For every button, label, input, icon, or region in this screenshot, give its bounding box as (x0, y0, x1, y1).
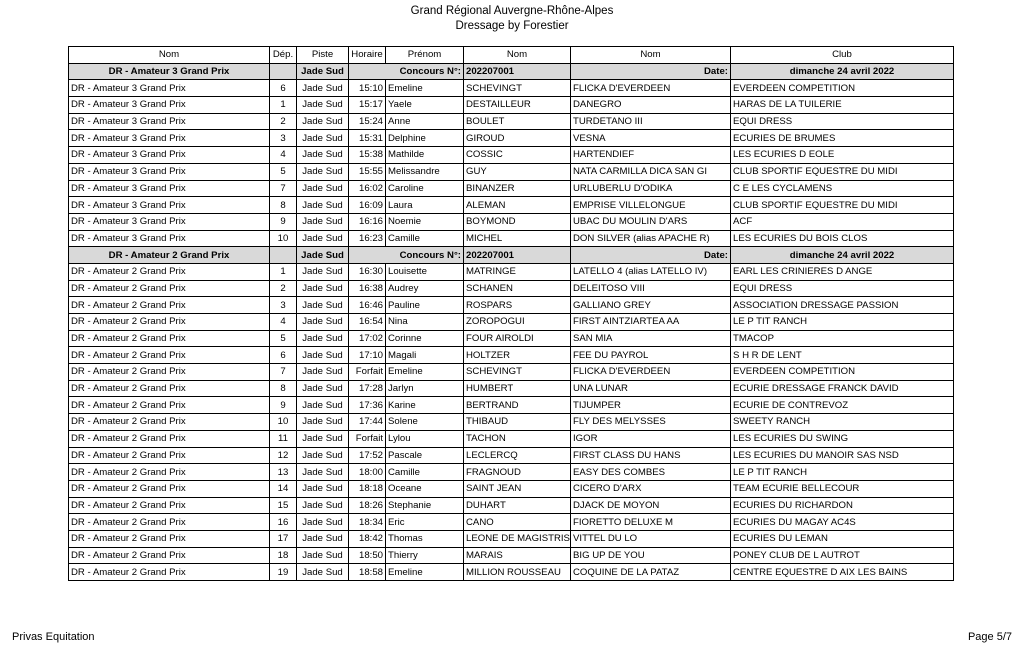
cell-nom-cheval: BIG UP DE YOU (571, 547, 731, 564)
title-line-2: Dressage by Forestier (455, 20, 569, 32)
cell-prenom: Emeline (386, 80, 464, 97)
cell-dep: 9 (270, 213, 297, 230)
cell-prenom: Delphine (386, 130, 464, 147)
cell-prenom: Solene (386, 414, 464, 431)
cell-dep: 17 (270, 530, 297, 547)
table-row (69, 213, 954, 230)
cell-prenom: Thierry (386, 547, 464, 564)
cell-piste: Jade Sud (297, 364, 349, 381)
cell-club: ECURIE DRESSAGE FRANCK DAVID (731, 380, 954, 397)
cell-dep: 1 (270, 97, 297, 114)
cell-epreuve: DR - Amateur 2 Grand Prix (69, 430, 270, 447)
table-row (69, 380, 954, 397)
cell-nom-cheval: DON SILVER (alias APACHE R) (571, 230, 731, 247)
cell-nom-cavalier: BERTRAND (464, 397, 571, 414)
cell-nom-cavalier: COSSIC (464, 147, 571, 164)
table-row (69, 364, 954, 381)
cell-nom-cheval: HARTENDIEF (571, 147, 731, 164)
cell-dep: 4 (270, 147, 297, 164)
table-row (69, 314, 954, 331)
section-empty (270, 247, 297, 264)
cell-prenom: Thomas (386, 530, 464, 547)
cell-club: C E LES CYCLAMENS (731, 180, 954, 197)
cell-nom-cavalier: TACHON (464, 430, 571, 447)
cell-prenom: Yaele (386, 97, 464, 114)
cell-prenom: Corinne (386, 330, 464, 347)
table-row (69, 163, 954, 180)
section-header-row (69, 63, 954, 80)
cell-prenom: Caroline (386, 180, 464, 197)
cell-horaire: Forfait (349, 364, 386, 381)
cell-piste: Jade Sud (297, 380, 349, 397)
section-piste: Jade Sud (297, 247, 349, 264)
cell-epreuve: DR - Amateur 2 Grand Prix (69, 330, 270, 347)
cell-nom-cavalier: MARAIS (464, 547, 571, 564)
table-row (69, 547, 954, 564)
section-concours-number: 202207001 (464, 247, 571, 264)
cell-prenom: Noemie (386, 213, 464, 230)
cell-prenom: Oceane (386, 480, 464, 497)
cell-epreuve: DR - Amateur 3 Grand Prix (69, 113, 270, 130)
section-concours-label: Concours N°: (349, 247, 464, 264)
cell-piste: Jade Sud (297, 547, 349, 564)
table-row (69, 97, 954, 114)
cell-prenom: Lylou (386, 430, 464, 447)
cell-dep: 6 (270, 80, 297, 97)
cell-dep: 3 (270, 130, 297, 147)
cell-nom-cavalier: SCHEVINGT (464, 364, 571, 381)
table-row (69, 464, 954, 481)
cell-piste: Jade Sud (297, 530, 349, 547)
cell-piste: Jade Sud (297, 447, 349, 464)
table-row (69, 147, 954, 164)
table-row (69, 180, 954, 197)
cell-nom-cheval: TIJUMPER (571, 397, 731, 414)
cell-nom-cavalier: BOULET (464, 113, 571, 130)
cell-horaire: 18:00 (349, 464, 386, 481)
cell-nom-cheval: IGOR (571, 430, 731, 447)
cell-horaire: 16:54 (349, 314, 386, 331)
cell-epreuve: DR - Amateur 2 Grand Prix (69, 530, 270, 547)
table-row (69, 347, 954, 364)
cell-nom-cavalier: HUMBERT (464, 380, 571, 397)
cell-nom-cheval: UNA LUNAR (571, 380, 731, 397)
cell-nom-cheval: URLUBERLU D'ODIKA (571, 180, 731, 197)
table-row (69, 330, 954, 347)
cell-club: CENTRE EQUESTRE D AIX LES BAINS (731, 564, 954, 581)
cell-dep: 2 (270, 280, 297, 297)
cell-epreuve: DR - Amateur 2 Grand Prix (69, 263, 270, 280)
cell-club: EQUI DRESS (731, 280, 954, 297)
table-row (69, 530, 954, 547)
cell-club: LE P TIT RANCH (731, 314, 954, 331)
table-row (69, 263, 954, 280)
cell-epreuve: DR - Amateur 2 Grand Prix (69, 564, 270, 581)
cell-horaire: 16:09 (349, 197, 386, 214)
cell-horaire: 16:38 (349, 280, 386, 297)
table-row (69, 197, 954, 214)
cell-horaire: 17:52 (349, 447, 386, 464)
cell-club: ECURIES DU MAGAY AC4S (731, 514, 954, 531)
section-epreuve: DR - Amateur 2 Grand Prix (69, 247, 270, 264)
table-row (69, 414, 954, 431)
cell-dep: 7 (270, 180, 297, 197)
cell-nom-cavalier: MICHEL (464, 230, 571, 247)
cell-piste: Jade Sud (297, 464, 349, 481)
cell-piste: Jade Sud (297, 230, 349, 247)
cell-epreuve: DR - Amateur 2 Grand Prix (69, 397, 270, 414)
table-row (69, 514, 954, 531)
cell-dep: 14 (270, 480, 297, 497)
cell-club: SWEETY RANCH (731, 414, 954, 431)
cell-nom-cheval: EMPRISE VILLELONGUE (571, 197, 731, 214)
cell-club: S H R DE LENT (731, 347, 954, 364)
cell-prenom: Emeline (386, 364, 464, 381)
cell-piste: Jade Sud (297, 397, 349, 414)
cell-epreuve: DR - Amateur 2 Grand Prix (69, 464, 270, 481)
cell-club: ACF (731, 213, 954, 230)
cell-epreuve: DR - Amateur 2 Grand Prix (69, 514, 270, 531)
cell-club: TEAM ECURIE BELLECOUR (731, 480, 954, 497)
cell-horaire: 17:10 (349, 347, 386, 364)
cell-epreuve: DR - Amateur 2 Grand Prix (69, 497, 270, 514)
section-empty (270, 63, 297, 80)
cell-club: LES ECURIES DU MANOIR SAS NSD (731, 447, 954, 464)
cell-nom-cheval: DJACK DE MOYON (571, 497, 731, 514)
cell-prenom: Pauline (386, 297, 464, 314)
cell-nom-cavalier: DUHART (464, 497, 571, 514)
cell-epreuve: DR - Amateur 2 Grand Prix (69, 280, 270, 297)
cell-epreuve: DR - Amateur 2 Grand Prix (69, 414, 270, 431)
cell-nom-cavalier: DESTAILLEUR (464, 97, 571, 114)
cell-dep: 4 (270, 314, 297, 331)
cell-horaire: 17:02 (349, 330, 386, 347)
cell-nom-cheval: FIORETTO DELUXE M (571, 514, 731, 531)
cell-nom-cheval: SAN MIA (571, 330, 731, 347)
cell-horaire: 18:50 (349, 547, 386, 564)
cell-epreuve: DR - Amateur 3 Grand Prix (69, 147, 270, 164)
cell-dep: 1 (270, 263, 297, 280)
table-row (69, 397, 954, 414)
cell-epreuve: DR - Amateur 3 Grand Prix (69, 97, 270, 114)
cell-piste: Jade Sud (297, 280, 349, 297)
cell-club: CLUB SPORTIF EQUESTRE DU MIDI (731, 163, 954, 180)
col-header-epreuve: Nom (69, 47, 270, 64)
cell-club: EARL LES CRINIERES D ANGE (731, 263, 954, 280)
cell-nom-cavalier: LECLERCQ (464, 447, 571, 464)
cell-nom-cavalier: SCHEVINGT (464, 80, 571, 97)
cell-prenom: Camille (386, 230, 464, 247)
cell-piste: Jade Sud (297, 213, 349, 230)
cell-piste: Jade Sud (297, 80, 349, 97)
cell-epreuve: DR - Amateur 3 Grand Prix (69, 197, 270, 214)
cell-club: ASSOCIATION DRESSAGE PASSION (731, 297, 954, 314)
cell-nom-cheval: VESNA (571, 130, 731, 147)
cell-horaire: Forfait (349, 430, 386, 447)
cell-horaire: 15:17 (349, 97, 386, 114)
cell-prenom: Eric (386, 514, 464, 531)
cell-prenom: Pascale (386, 447, 464, 464)
document-title (0, 4, 1024, 34)
cell-dep: 10 (270, 230, 297, 247)
cell-horaire: 15:24 (349, 113, 386, 130)
section-date-label: Date: (571, 247, 731, 264)
table-row (69, 280, 954, 297)
cell-prenom: Mathilde (386, 147, 464, 164)
table-row (69, 297, 954, 314)
cell-nom-cheval: DELEITOSO VIII (571, 280, 731, 297)
cell-epreuve: DR - Amateur 2 Grand Prix (69, 347, 270, 364)
footer-organizer: Privas Equitation (12, 631, 95, 643)
cell-piste: Jade Sud (297, 113, 349, 130)
cell-prenom: Magali (386, 347, 464, 364)
cell-prenom: Audrey (386, 280, 464, 297)
cell-prenom: Emeline (386, 564, 464, 581)
cell-nom-cheval: NATA CARMILLA DICA SAN GI (571, 163, 731, 180)
cell-horaire: 16:46 (349, 297, 386, 314)
cell-horaire: 17:28 (349, 380, 386, 397)
cell-piste: Jade Sud (297, 514, 349, 531)
cell-horaire: 17:36 (349, 397, 386, 414)
cell-nom-cavalier: ROSPARS (464, 297, 571, 314)
cell-horaire: 16:02 (349, 180, 386, 197)
cell-dep: 15 (270, 497, 297, 514)
cell-nom-cheval: GALLIANO GREY (571, 297, 731, 314)
table-row (69, 447, 954, 464)
cell-dep: 3 (270, 297, 297, 314)
cell-piste: Jade Sud (297, 147, 349, 164)
cell-piste: Jade Sud (297, 564, 349, 581)
cell-nom-cheval: FLY DES MELYSSES (571, 414, 731, 431)
cell-piste: Jade Sud (297, 97, 349, 114)
cell-nom-cavalier: BOYMOND (464, 213, 571, 230)
cell-club: EVERDEEN COMPETITION (731, 80, 954, 97)
cell-nom-cavalier: SCHANEN (464, 280, 571, 297)
cell-dep: 16 (270, 514, 297, 531)
cell-club: CLUB SPORTIF EQUESTRE DU MIDI (731, 197, 954, 214)
cell-epreuve: DR - Amateur 2 Grand Prix (69, 447, 270, 464)
cell-dep: 12 (270, 447, 297, 464)
table-row (69, 130, 954, 147)
cell-horaire: 15:10 (349, 80, 386, 97)
col-header-prenom: Prénom (386, 47, 464, 64)
cell-nom-cheval: FIRST AINTZIARTEA AA (571, 314, 731, 331)
section-piste: Jade Sud (297, 63, 349, 80)
col-header-horaire: Horaire (349, 47, 386, 64)
cell-nom-cavalier: ALEMAN (464, 197, 571, 214)
cell-epreuve: DR - Amateur 3 Grand Prix (69, 230, 270, 247)
table-row (69, 80, 954, 97)
cell-epreuve: DR - Amateur 2 Grand Prix (69, 480, 270, 497)
cell-nom-cavalier: SAINT JEAN (464, 480, 571, 497)
cell-nom-cavalier: FRAGNOUD (464, 464, 571, 481)
cell-nom-cavalier: MILLION ROUSSEAU (464, 564, 571, 581)
cell-club: PONEY CLUB DE L AUTROT (731, 547, 954, 564)
cell-horaire: 15:38 (349, 147, 386, 164)
cell-club: ECURIES DE BRUMES (731, 130, 954, 147)
cell-epreuve: DR - Amateur 2 Grand Prix (69, 297, 270, 314)
footer-page-number: Page 5/7 (967, 631, 1012, 643)
cell-club: ECURIES DU RICHARDON (731, 497, 954, 514)
cell-nom-cheval: LATELLO 4 (alias LATELLO IV) (571, 263, 731, 280)
section-date: dimanche 24 avril 2022 (731, 63, 954, 80)
cell-prenom: Nina (386, 314, 464, 331)
cell-epreuve: DR - Amateur 2 Grand Prix (69, 380, 270, 397)
cell-dep: 9 (270, 397, 297, 414)
cell-piste: Jade Sud (297, 497, 349, 514)
cell-nom-cavalier: HOLTZER (464, 347, 571, 364)
cell-dep: 2 (270, 113, 297, 130)
cell-nom-cavalier: BINANZER (464, 180, 571, 197)
cell-club: LE P TIT RANCH (731, 464, 954, 481)
cell-dep: 5 (270, 163, 297, 180)
cell-club: EQUI DRESS (731, 113, 954, 130)
section-concours-number: 202207001 (464, 63, 571, 80)
cell-dep: 5 (270, 330, 297, 347)
cell-piste: Jade Sud (297, 347, 349, 364)
table-row (69, 113, 954, 130)
cell-prenom: Laura (386, 197, 464, 214)
cell-dep: 8 (270, 197, 297, 214)
cell-piste: Jade Sud (297, 480, 349, 497)
cell-club: HARAS DE LA TUILERIE (731, 97, 954, 114)
cell-horaire: 18:34 (349, 514, 386, 531)
cell-prenom: Karine (386, 397, 464, 414)
cell-epreuve: DR - Amateur 3 Grand Prix (69, 213, 270, 230)
col-header-nom-cavalier: Nom (464, 47, 571, 64)
table-row (69, 480, 954, 497)
table-row (69, 230, 954, 247)
cell-epreuve: DR - Amateur 3 Grand Prix (69, 163, 270, 180)
cell-piste: Jade Sud (297, 197, 349, 214)
cell-epreuve: DR - Amateur 3 Grand Prix (69, 130, 270, 147)
cell-nom-cavalier: GUY (464, 163, 571, 180)
cell-dep: 19 (270, 564, 297, 581)
table-row (69, 564, 954, 581)
col-header-piste: Piste (297, 47, 349, 64)
cell-prenom: Jarlyn (386, 380, 464, 397)
cell-dep: 11 (270, 430, 297, 447)
cell-horaire: 18:58 (349, 564, 386, 581)
cell-piste: Jade Sud (297, 297, 349, 314)
cell-dep: 8 (270, 380, 297, 397)
cell-nom-cheval: CICERO D'ARX (571, 480, 731, 497)
cell-dep: 13 (270, 464, 297, 481)
cell-prenom: Melissandre (386, 163, 464, 180)
cell-piste: Jade Sud (297, 314, 349, 331)
table-body (69, 63, 954, 580)
cell-piste: Jade Sud (297, 130, 349, 147)
col-header-club: Club (731, 47, 954, 64)
cell-nom-cavalier: FOUR AIROLDI (464, 330, 571, 347)
cell-nom-cheval: FEE DU PAYROL (571, 347, 731, 364)
section-header-row (69, 247, 954, 264)
cell-nom-cavalier: CANO (464, 514, 571, 531)
section-epreuve: DR - Amateur 3 Grand Prix (69, 63, 270, 80)
cell-nom-cavalier: MATRINGE (464, 263, 571, 280)
cell-nom-cavalier: LEONE DE MAGISTRIS (464, 530, 571, 547)
cell-nom-cheval: UBAC DU MOULIN D'ARS (571, 213, 731, 230)
cell-epreuve: DR - Amateur 3 Grand Prix (69, 180, 270, 197)
cell-nom-cheval: COQUINE DE LA PATAZ (571, 564, 731, 581)
cell-horaire: 17:44 (349, 414, 386, 431)
cell-horaire: 16:30 (349, 263, 386, 280)
cell-piste: Jade Sud (297, 414, 349, 431)
section-concours-label: Concours N°: (349, 63, 464, 80)
cell-nom-cavalier: GIROUD (464, 130, 571, 147)
cell-piste: Jade Sud (297, 163, 349, 180)
cell-epreuve: DR - Amateur 2 Grand Prix (69, 547, 270, 564)
cell-nom-cheval: FLICKA D'EVERDEEN (571, 364, 731, 381)
cell-horaire: 15:55 (349, 163, 386, 180)
cell-nom-cheval: TURDETANO III (571, 113, 731, 130)
cell-dep: 6 (270, 347, 297, 364)
cell-club: ECURIES DU LEMAN (731, 530, 954, 547)
cell-nom-cheval: FLICKA D'EVERDEEN (571, 80, 731, 97)
cell-horaire: 18:42 (349, 530, 386, 547)
cell-nom-cheval: DANEGRO (571, 97, 731, 114)
cell-epreuve: DR - Amateur 2 Grand Prix (69, 314, 270, 331)
cell-horaire: 18:18 (349, 480, 386, 497)
cell-piste: Jade Sud (297, 263, 349, 280)
cell-prenom: Louisette (386, 263, 464, 280)
start-list-table (68, 46, 954, 581)
title-line-1: Grand Régional Auvergne-Rhône-Alpes (410, 5, 614, 17)
col-header-nom-cheval: Nom (571, 47, 731, 64)
table-row (69, 497, 954, 514)
cell-nom-cavalier: ZOROPOGUI (464, 314, 571, 331)
cell-horaire: 16:23 (349, 230, 386, 247)
cell-dep: 18 (270, 547, 297, 564)
col-header-dep: Dép. (270, 47, 297, 64)
cell-prenom: Camille (386, 464, 464, 481)
cell-club: LES ECURIES DU SWING (731, 430, 954, 447)
cell-nom-cheval: EASY DES COMBES (571, 464, 731, 481)
cell-club: LES ECURIES D EOLE (731, 147, 954, 164)
cell-epreuve: DR - Amateur 2 Grand Prix (69, 364, 270, 381)
cell-horaire: 18:26 (349, 497, 386, 514)
table-header-row (69, 47, 954, 64)
cell-club: EVERDEEN COMPETITION (731, 364, 954, 381)
cell-nom-cavalier: THIBAUD (464, 414, 571, 431)
cell-nom-cheval: VITTEL DU LO (571, 530, 731, 547)
table-row (69, 430, 954, 447)
section-date: dimanche 24 avril 2022 (731, 247, 954, 264)
cell-dep: 10 (270, 414, 297, 431)
cell-piste: Jade Sud (297, 180, 349, 197)
section-date-label: Date: (571, 63, 731, 80)
cell-prenom: Stephanie (386, 497, 464, 514)
cell-club: LES ECURIES DU BOIS CLOS (731, 230, 954, 247)
cell-prenom: Anne (386, 113, 464, 130)
cell-club: TMACOP (731, 330, 954, 347)
cell-nom-cheval: FIRST CLASS DU HANS (571, 447, 731, 464)
cell-dep: 7 (270, 364, 297, 381)
cell-horaire: 16:16 (349, 213, 386, 230)
cell-piste: Jade Sud (297, 430, 349, 447)
cell-epreuve: DR - Amateur 3 Grand Prix (69, 80, 270, 97)
cell-club: ECURIE DE CONTREVOZ (731, 397, 954, 414)
cell-horaire: 15:31 (349, 130, 386, 147)
cell-piste: Jade Sud (297, 330, 349, 347)
